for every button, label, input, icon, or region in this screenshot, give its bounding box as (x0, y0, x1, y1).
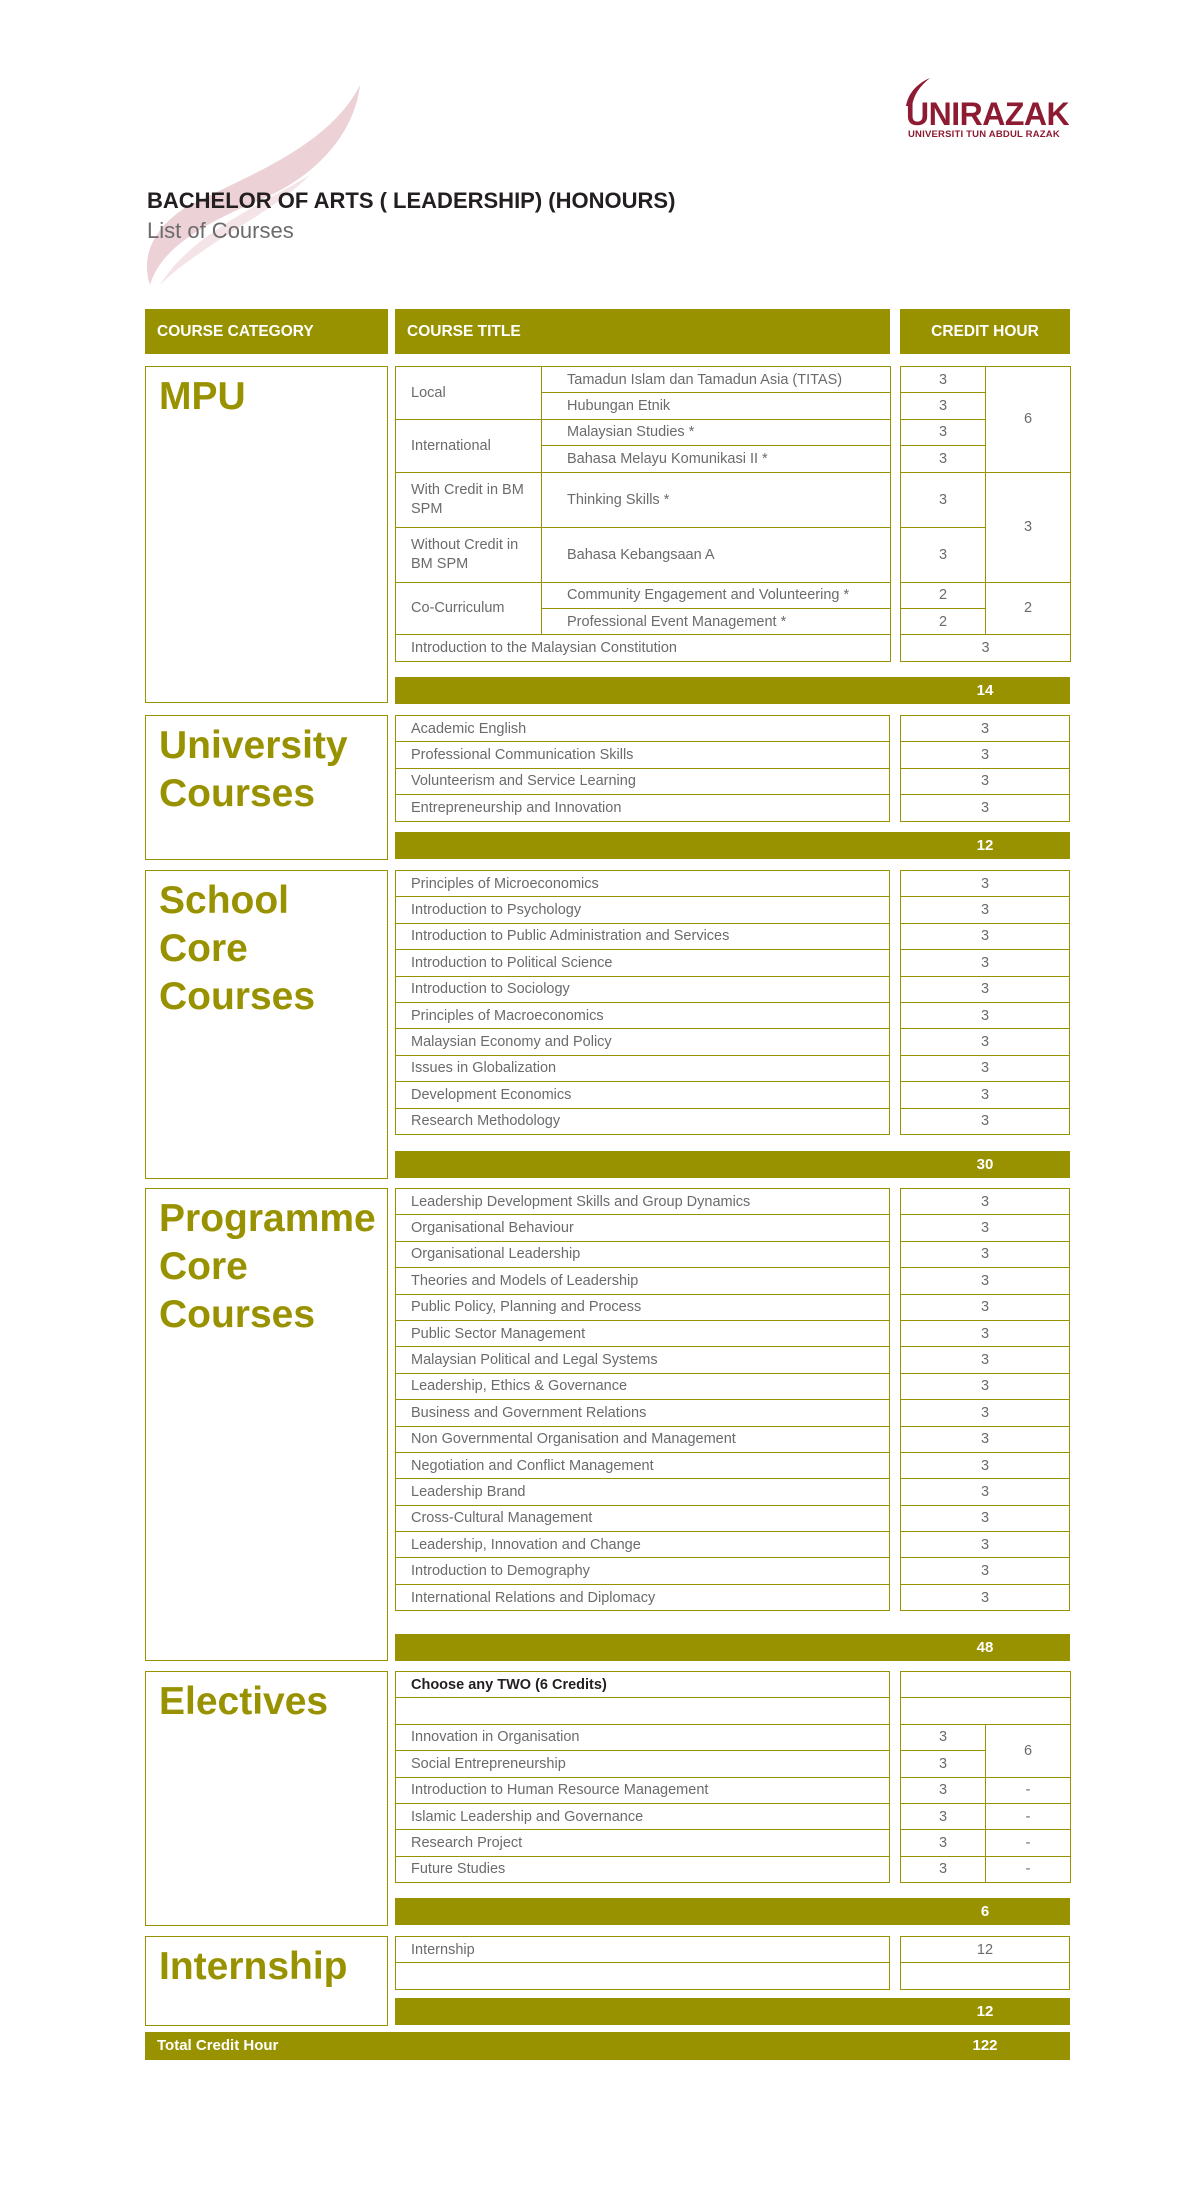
group-credit-cell: - (986, 1856, 1071, 1882)
table-row (396, 1268, 890, 1294)
course-title: Public Sector Management (396, 1320, 890, 1346)
course-title: Thinking Skills * (542, 472, 891, 527)
course-title: Introduction to Psychology (396, 897, 890, 923)
credit-cell: 3 (901, 897, 1070, 923)
credit-cell: 3 (901, 1724, 986, 1750)
credit-cell: 3 (901, 1029, 1070, 1055)
category-mpu (145, 366, 388, 703)
electives-total-bar (395, 1898, 1070, 1925)
course-title: Innovation in Organisation (396, 1724, 890, 1750)
internship-total-bar (395, 1998, 1070, 2025)
empty-cell (901, 1698, 1071, 1724)
table-row (396, 419, 891, 445)
table-row (396, 635, 891, 661)
table-row (396, 367, 891, 393)
table-row (901, 1505, 1070, 1531)
credit-cell: 3 (901, 393, 986, 419)
table-row (396, 1320, 890, 1346)
credit-cell: 12 (901, 1937, 1070, 1963)
table-row (901, 795, 1070, 821)
category-university-courses (145, 715, 388, 860)
credit-cell: 2 (901, 582, 986, 608)
empty-cell (901, 1963, 1070, 1989)
table-row (901, 1294, 1070, 1320)
course-title: Malaysian Economy and Policy (396, 1029, 890, 1055)
school-core-total-bar (395, 1151, 1070, 1178)
school-core-total: 30 (976, 1156, 994, 1173)
credit-cell: 2 (901, 608, 986, 634)
table-row (901, 1558, 1070, 1584)
logo-subtext: UNIVERSITI TUN ABDUL RAZAK (908, 129, 1060, 140)
internship-total: 12 (976, 2003, 994, 2020)
course-title: Research Project (396, 1830, 890, 1856)
group-credit-cell: 2 (986, 582, 1071, 635)
credit-cell: 3 (901, 446, 986, 472)
group-name: Local (396, 367, 542, 420)
course-title: Introduction to Political Science (396, 950, 890, 976)
table-row (396, 716, 890, 742)
empty-cell (901, 1672, 1071, 1698)
table-row (396, 1241, 890, 1267)
credit-cell: 3 (901, 1241, 1070, 1267)
table-row (901, 716, 1070, 742)
course-title: Bahasa Kebangsaan A (542, 527, 891, 582)
table-row (901, 1479, 1070, 1505)
header-course-title: COURSE TITLE (395, 309, 890, 354)
credit-cell: 3 (901, 1002, 1070, 1028)
table-row (396, 897, 890, 923)
credit-cell: 3 (901, 1505, 1070, 1531)
credit-cell: 3 (901, 1347, 1070, 1373)
table-row (901, 1532, 1070, 1558)
category-school-core (145, 870, 388, 1179)
table-row (396, 582, 891, 608)
course-title: Future Studies (396, 1856, 890, 1882)
credit-cell: 3 (901, 742, 1070, 768)
table-row (396, 1373, 890, 1399)
credit-cell: 3 (901, 1558, 1070, 1584)
table-row (901, 1347, 1070, 1373)
table-row (396, 527, 891, 582)
table-row (901, 1452, 1070, 1478)
table-row (396, 795, 890, 821)
course-title: Islamic Leadership and Governance (396, 1803, 890, 1829)
course-title: International Relations and Diplomacy (396, 1584, 890, 1610)
table-row (901, 1002, 1070, 1028)
logo-wordmark: UNIRAZAK (906, 96, 1070, 132)
credit-cell: 3 (901, 976, 1070, 1002)
table-row (396, 742, 890, 768)
course-title: Introduction to Public Administration and Services (396, 923, 890, 949)
table-row (901, 897, 1070, 923)
electives-instruction: Choose any TWO (6 Credits) (396, 1672, 890, 1698)
programme-core-total-bar (395, 1634, 1070, 1661)
credit-cell: 3 (901, 923, 1070, 949)
credit-cell: 3 (901, 1452, 1070, 1478)
credit-cell: 3 (901, 419, 986, 445)
table-row (901, 1400, 1070, 1426)
programme-core-credit-table (900, 1188, 1070, 1611)
credit-cell: 3 (901, 1400, 1070, 1426)
group-credit-cell: 3 (986, 472, 1071, 582)
course-title: Professional Event Management * (542, 608, 891, 634)
table-row (901, 1268, 1070, 1294)
credit-cell: 3 (901, 1215, 1070, 1241)
course-title: Principles of Microeconomics (396, 871, 890, 897)
course-title: Organisational Leadership (396, 1241, 890, 1267)
table-row (901, 1108, 1070, 1134)
course-title: Organisational Behaviour (396, 1215, 890, 1241)
total-credit-hour-bar (145, 2032, 1070, 2060)
credit-cell: 3 (901, 950, 1070, 976)
course-title: Development Economics (396, 1082, 890, 1108)
total-credit-hour-label: Total Credit Hour (157, 2037, 279, 2054)
course-title: Hubungan Etnik (542, 393, 891, 419)
group-name: With Credit in BM SPM (396, 472, 542, 527)
course-title: Academic English (396, 716, 890, 742)
course-title: Introduction to Sociology (396, 976, 890, 1002)
university-total-bar (395, 832, 1070, 859)
group-credit-cell: 6 (986, 367, 1071, 473)
course-title: Research Methodology (396, 1108, 890, 1134)
course-title: Non Governmental Organisation and Management (396, 1426, 890, 1452)
table-row (396, 976, 890, 1002)
empty-cell (396, 1698, 890, 1724)
table-row (396, 768, 890, 794)
table-row (396, 1584, 890, 1610)
course-title: Professional Communication Skills (396, 742, 890, 768)
credit-cell: 3 (901, 871, 1070, 897)
table-row (901, 1373, 1070, 1399)
credit-cell: 3 (901, 1189, 1070, 1215)
school-core-course-table (395, 870, 890, 1135)
credit-cell: 3 (901, 795, 1070, 821)
table-row (396, 1002, 890, 1028)
credit-cell: 3 (901, 635, 1071, 661)
credit-cell: 3 (901, 527, 986, 582)
course-title: Introduction to Human Resource Management (396, 1777, 890, 1803)
university-total: 12 (976, 837, 994, 854)
table-row (396, 1189, 890, 1215)
course-title: Introduction to the Malaysian Constitution (396, 635, 891, 661)
credit-cell: 3 (901, 472, 986, 527)
table-row (901, 871, 1070, 897)
decorative-swoosh (130, 85, 390, 285)
internship-course-table (395, 1936, 890, 1990)
credit-cell: 3 (901, 1268, 1070, 1294)
electives-credit-table (900, 1671, 1071, 1883)
table-row (901, 1584, 1070, 1610)
category-label: Electives (159, 1680, 329, 1723)
course-title: Leadership Brand (396, 1479, 890, 1505)
mpu-credit-table (900, 366, 1071, 662)
credit-cell: 3 (901, 1479, 1070, 1505)
table-row (901, 1029, 1070, 1055)
table-row (901, 1055, 1070, 1081)
table-row (396, 1426, 890, 1452)
header-credit-hour: CREDIT HOUR (900, 309, 1070, 354)
school-core-credit-table (900, 870, 1070, 1135)
category-label: School Core Courses (159, 879, 316, 1018)
credit-cell: 3 (901, 1830, 986, 1856)
course-title: Leadership Development Skills and Group Dynamics (396, 1189, 890, 1215)
table-row (396, 1347, 890, 1373)
course-title: Tamadun Islam dan Tamadun Asia (TITAS) (542, 367, 891, 393)
group-name: International (396, 419, 542, 472)
credit-cell: 3 (901, 716, 1070, 742)
course-title: Theories and Models of Leadership (396, 1268, 890, 1294)
category-label: MPU (159, 375, 246, 418)
table-row (901, 1189, 1070, 1215)
course-title: Business and Government Relations (396, 1400, 890, 1426)
table-row (901, 768, 1070, 794)
table-row (396, 472, 891, 527)
course-title: Introduction to Demography (396, 1558, 890, 1584)
table-row (901, 923, 1070, 949)
course-title: Bahasa Melayu Komunikasi II * (542, 446, 891, 472)
table-row (396, 1532, 890, 1558)
course-title: Cross-Cultural Management (396, 1505, 890, 1531)
course-title: Leadership, Ethics & Governance (396, 1373, 890, 1399)
course-title: Issues in Globalization (396, 1055, 890, 1081)
course-title: Entrepreneurship and Innovation (396, 795, 890, 821)
table-row (396, 1505, 890, 1531)
category-electives (145, 1671, 388, 1926)
credit-cell: 3 (901, 1532, 1070, 1558)
category-label: Internship (159, 1945, 348, 1988)
table-row (901, 1426, 1070, 1452)
table-row (901, 950, 1070, 976)
table-row (396, 871, 890, 897)
course-title: Negotiation and Conflict Management (396, 1452, 890, 1478)
table-row (396, 950, 890, 976)
group-name: Without Credit in BM SPM (396, 527, 542, 582)
university-course-table (395, 715, 890, 822)
group-credit-cell: 6 (986, 1724, 1071, 1777)
table-row (396, 1479, 890, 1505)
category-label: Programme Core Courses (159, 1197, 376, 1336)
credit-cell: 3 (901, 1803, 986, 1829)
course-title: Community Engagement and Volunteering * (542, 582, 891, 608)
credit-cell: 3 (901, 1108, 1070, 1134)
credit-cell: 3 (901, 367, 986, 393)
credit-cell: 3 (901, 1320, 1070, 1346)
header-course-category: COURSE CATEGORY (145, 309, 388, 354)
table-row (396, 923, 890, 949)
table-row (901, 1241, 1070, 1267)
table-row (396, 1452, 890, 1478)
table-row (396, 1055, 890, 1081)
credit-cell: 3 (901, 1751, 986, 1777)
table-row (396, 1108, 890, 1134)
course-title: Principles of Macroeconomics (396, 1002, 890, 1028)
table-row (396, 1215, 890, 1241)
credit-cell: 3 (901, 1426, 1070, 1452)
group-name: Co-Curriculum (396, 582, 542, 635)
group-credit-cell: - (986, 1777, 1071, 1803)
course-title: Internship (396, 1937, 890, 1963)
course-title: Leadership, Innovation and Change (396, 1532, 890, 1558)
table-row (901, 742, 1070, 768)
course-title: Malaysian Political and Legal Systems (396, 1347, 890, 1373)
electives-course-table (395, 1671, 890, 1883)
page-title: BACHELOR OF ARTS ( LEADERSHIP) (HONOURS) (147, 188, 676, 213)
table-row (901, 1320, 1070, 1346)
programme-core-course-table (395, 1188, 890, 1611)
table-row (396, 1082, 890, 1108)
credit-cell: 3 (901, 768, 1070, 794)
unirazak-logo (896, 74, 1076, 144)
table-row (901, 1215, 1070, 1241)
category-label: University Courses (159, 724, 348, 815)
group-credit-cell: - (986, 1803, 1071, 1829)
table-row (396, 1558, 890, 1584)
table-row (901, 1082, 1070, 1108)
university-credit-table (900, 715, 1070, 822)
category-programme-core (145, 1188, 388, 1661)
course-title: Volunteerism and Service Learning (396, 768, 890, 794)
mpu-total: 14 (976, 682, 994, 699)
table-row (396, 1294, 890, 1320)
credit-cell: 3 (901, 1777, 986, 1803)
group-credit-cell: - (986, 1830, 1071, 1856)
credit-cell: 3 (901, 1373, 1070, 1399)
table-row (396, 1400, 890, 1426)
table-row (901, 976, 1070, 1002)
credit-cell: 3 (901, 1294, 1070, 1320)
course-title: Malaysian Studies * (542, 419, 891, 445)
credit-cell: 3 (901, 1584, 1070, 1610)
category-internship (145, 1936, 388, 2026)
page-subtitle: List of Courses (147, 218, 294, 243)
table-row (396, 1029, 890, 1055)
electives-total: 6 (980, 1903, 990, 1920)
credit-cell: 3 (901, 1082, 1070, 1108)
course-title: Social Entrepreneurship (396, 1751, 890, 1777)
mpu-course-table (395, 366, 891, 662)
internship-credit-table (900, 1936, 1070, 1990)
total-credit-hour-value: 122 (972, 2037, 998, 2054)
mpu-total-bar (395, 677, 1070, 704)
credit-cell: 3 (901, 1055, 1070, 1081)
credit-cell: 3 (901, 1856, 986, 1882)
programme-core-total: 48 (976, 1639, 994, 1656)
empty-cell (396, 1963, 890, 1989)
course-title: Public Policy, Planning and Process (396, 1294, 890, 1320)
